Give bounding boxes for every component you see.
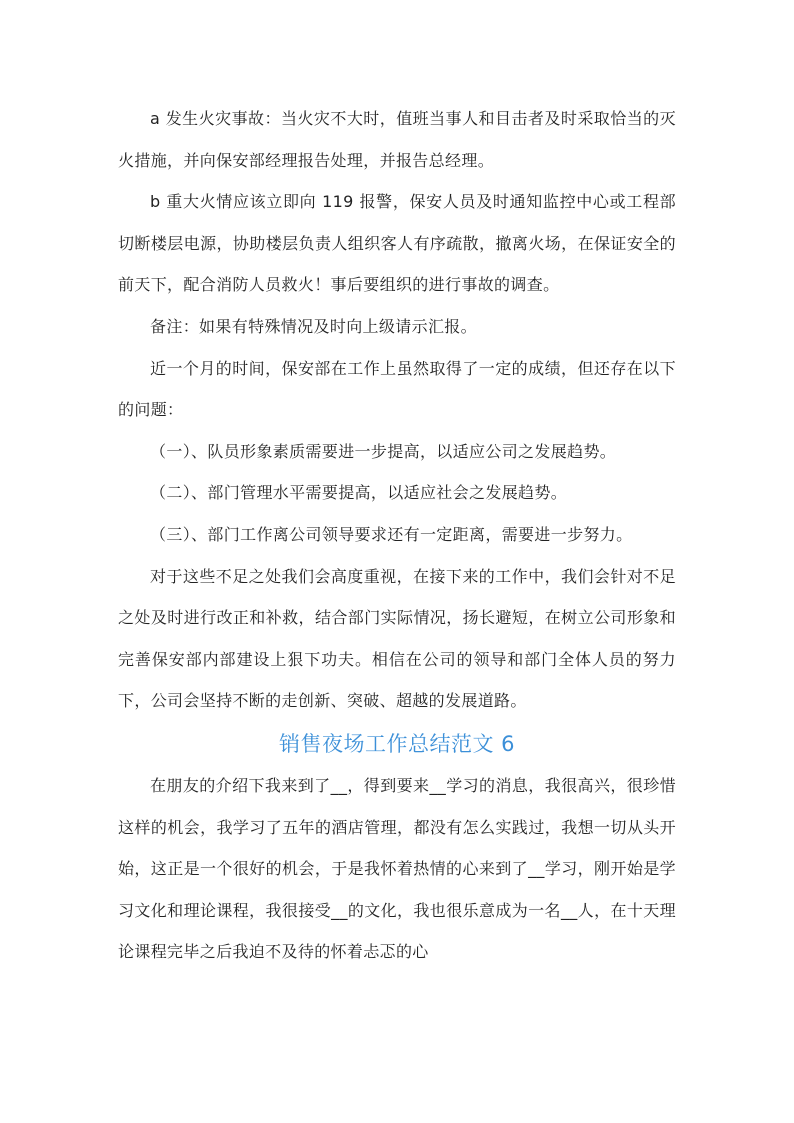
paragraph-problem-3: （三）、部门工作离公司领导要求还有一定距离，需要进一步努力。 <box>150 524 633 544</box>
paragraph-improvement: 对于这些不足之处我们会高度重视，在接下来的工作中，我们会针对不足之处及时进行改正和补救，结合部门实际情况，扬长避短，在树立公司形象和完善保安部内部建设上狠下功夫。相信在公司的领导和部门全体人员的努力下，公司会坚持不断的走创新、突破、超越的发展道路。 <box>118 566 676 711</box>
paragraph-problems-intro: 近一个月的时间，保安部在工作上虽然取得了一定的成绩，但还存在以下的问题： <box>118 358 676 420</box>
paragraph-fire-minor: a 发生火灾事故：当火灾不大时，值班当事人和目击者及时采取恰当的灭火措施，并向保安部经理报告处理，并报告总经理。 <box>118 109 676 170</box>
paragraph-note: 备注：如果有特殊情况及时向上级请示汇报。 <box>150 316 478 336</box>
paragraph-intro-story: 在朋友的介绍下我来到了__，得到要来__学习的消息，我很高兴，很珍惜这样的机会，我学习了五年的酒店管理，都没有怎么实践过，我想一切从头开始，这正是一个很好的机会，于是我怀着热情的心来到了__学习，刚开始是学习文化和理论课程，我很接受__的文化，我也很乐意成为一名__人，在十天理论课程完毕之后我迫不及待的怀着忐忑的心 <box>118 775 676 962</box>
paragraph-problem-1: （一）、队员形象素质需要进一步提高，以适应公司之发展趋势。 <box>150 441 617 461</box>
document-body <box>118 98 676 973</box>
paragraph-problem-2: （二）、部门管理水平需要提高，以适应社会之发展趋势。 <box>150 483 568 503</box>
section-title: 销售夜场工作总结范文 6 <box>278 731 516 756</box>
paragraph-fire-major: b 重大火情应该立即向 119 报警，保安人员及时通知监控中心或工程部切断楼层电源，协助楼层负责人组织客人有序疏散，撤离火场，在保证安全的前天下，配合消防人员救火！事后要组织的进行事故的调查。 <box>118 192 676 295</box>
